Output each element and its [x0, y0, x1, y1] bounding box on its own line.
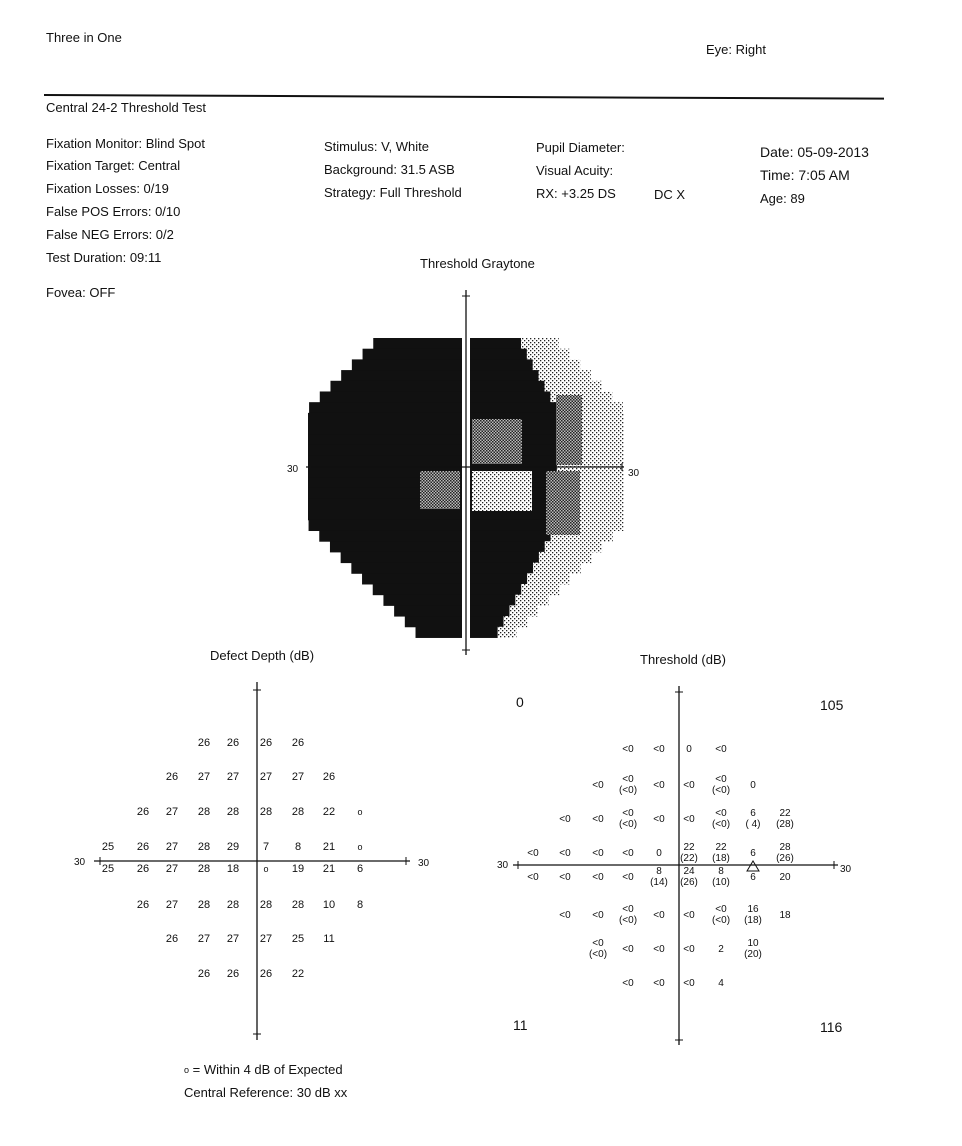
- threshold-repeat-value: (<0): [711, 785, 731, 796]
- defect-value: 26: [259, 737, 273, 749]
- defect-value: 28: [259, 806, 273, 818]
- threshold-repeat-value: (<0): [711, 819, 731, 830]
- threshold-repeat-value: (20): [744, 949, 762, 960]
- strategy: Strategy: Full Threshold: [324, 185, 462, 200]
- test-duration: Test Duration: 09:11: [46, 250, 162, 265]
- fixation-target: Fixation Target: Central: [46, 158, 181, 173]
- defect-value: 18: [226, 863, 240, 875]
- defect-value: 26: [165, 933, 179, 945]
- defect-value: 11: [323, 933, 335, 945]
- threshold-value: <0: [683, 978, 695, 989]
- threshold-value: <0: [715, 774, 727, 785]
- fovea-status: Fovea: OFF: [46, 285, 116, 300]
- threshold-corner-bl: 11: [513, 1017, 528, 1033]
- threshold-value: 24: [683, 866, 695, 877]
- graytone-axis-right: 30: [628, 468, 640, 479]
- threshold-title: Threshold (dB): [640, 652, 726, 667]
- graytone-title: Threshold Graytone: [420, 256, 535, 271]
- threshold-repeat-value: (10): [712, 877, 730, 888]
- defect-value: 26: [136, 899, 150, 911]
- defect-value: o: [263, 864, 269, 874]
- defect-value: 26: [259, 968, 273, 980]
- threshold-value: <0: [592, 848, 604, 859]
- threshold-corner-tr: 105: [820, 697, 844, 713]
- defect-value: 27: [165, 863, 179, 875]
- report-title: Three in One: [46, 30, 122, 45]
- threshold-repeat-value: (18): [712, 853, 730, 864]
- threshold-value: 22: [779, 808, 791, 819]
- defect-value: 28: [197, 899, 211, 911]
- defect-value: 21: [322, 841, 336, 853]
- defect-value: 26: [291, 737, 305, 749]
- test-name: Central 24-2 Threshold Test: [46, 100, 206, 115]
- threshold-repeat-value: (26): [776, 853, 794, 864]
- defect-value: 26: [197, 737, 211, 749]
- defect-value: 26: [165, 771, 179, 783]
- defect-value: 28: [291, 806, 305, 818]
- test-time: Time: 7:05 AM: [760, 167, 850, 183]
- threshold-value: <0: [622, 944, 634, 955]
- threshold-value: 8: [656, 866, 662, 877]
- threshold-value: <0: [559, 872, 571, 883]
- threshold-value: 16: [747, 904, 759, 915]
- defect-value: 25: [101, 863, 115, 875]
- defect-value: 26: [322, 771, 336, 783]
- threshold-value: <0: [622, 848, 634, 859]
- threshold-value: 8: [718, 866, 724, 877]
- threshold-value: <0: [653, 944, 665, 955]
- defect-value: 27: [259, 933, 273, 945]
- threshold-value: 22: [715, 842, 727, 853]
- threshold-value: <0: [653, 910, 665, 921]
- test-date: Date: 05-09-2013: [760, 144, 869, 160]
- threshold-value: <0: [683, 944, 695, 955]
- fixation-losses: Fixation Losses: 0/19: [46, 181, 169, 196]
- threshold-repeat-value: (18): [744, 915, 762, 926]
- defect-value: 27: [226, 771, 240, 783]
- threshold-value: <0: [559, 910, 571, 921]
- threshold-value: <0: [622, 774, 634, 785]
- defect-value: o: [357, 807, 363, 817]
- threshold-value: <0: [592, 872, 604, 883]
- threshold-corner-br: 116: [820, 1019, 843, 1035]
- defect-value: 25: [101, 841, 115, 853]
- threshold-value: <0: [653, 744, 665, 755]
- threshold-value: <0: [592, 780, 604, 791]
- rx: RX: +3.25 DS: [536, 186, 616, 201]
- defect-value: 27: [226, 933, 240, 945]
- threshold-value: 6: [750, 808, 756, 819]
- threshold-repeat-value: (28): [776, 819, 794, 830]
- threshold-value: <0: [715, 904, 727, 915]
- threshold-value: 2: [718, 944, 724, 955]
- threshold-value: <0: [683, 780, 695, 791]
- defect-value: 27: [165, 806, 179, 818]
- defect-value: 8: [356, 899, 364, 911]
- defect-value: 28: [291, 899, 305, 911]
- legend-symbol: o: [184, 1065, 190, 1076]
- patient-age: Age: 89: [760, 191, 805, 206]
- threshold-repeat-value: (26): [680, 877, 698, 888]
- false-neg-errors: False NEG Errors: 0/2: [46, 227, 174, 242]
- graytone-axis-left: 30: [287, 464, 299, 475]
- defect-value: o: [357, 842, 363, 852]
- threshold-value: <0: [527, 872, 539, 883]
- threshold-value: 0: [750, 780, 756, 791]
- threshold-repeat-value: (<0): [618, 819, 638, 830]
- threshold-value: <0: [592, 938, 604, 949]
- threshold-value: <0: [622, 872, 634, 883]
- threshold-value: <0: [592, 814, 604, 825]
- threshold-repeat-value: (<0): [618, 785, 638, 796]
- threshold-value: 20: [779, 872, 791, 883]
- threshold-value: <0: [559, 814, 571, 825]
- dc: DC X: [654, 187, 686, 202]
- defect-value: 26: [136, 863, 150, 875]
- defect-value: 19: [291, 863, 305, 875]
- defect-axis-left: 30: [74, 857, 86, 868]
- threshold-value: <0: [622, 904, 634, 915]
- threshold-value: <0: [622, 744, 634, 755]
- threshold-value: <0: [653, 780, 665, 791]
- threshold-value: <0: [559, 848, 571, 859]
- threshold-value: 28: [779, 842, 791, 853]
- defect-value: 28: [197, 863, 211, 875]
- threshold-axis-right: 30: [840, 864, 852, 875]
- defect-value: 22: [291, 968, 305, 980]
- defect-value: 26: [136, 841, 150, 853]
- defect-value: 29: [226, 841, 240, 853]
- defect-value: 7: [262, 841, 270, 853]
- defect-value: 10: [322, 899, 336, 911]
- defect-value: 28: [197, 806, 211, 818]
- background: Background: 31.5 ASB: [324, 162, 455, 177]
- threshold-axis-left: 30: [497, 860, 509, 871]
- defect-value: 28: [226, 806, 240, 818]
- threshold-value: <0: [622, 978, 634, 989]
- legend-text: = Within 4 dB of Expected: [192, 1062, 343, 1077]
- threshold-value: <0: [622, 808, 634, 819]
- visual-acuity: Visual Acuity:: [536, 163, 614, 178]
- threshold-value: 6: [750, 872, 756, 883]
- defect-value: 28: [197, 841, 211, 853]
- fixation-monitor: Fixation Monitor: Blind Spot: [46, 136, 205, 151]
- defect-value: 27: [259, 771, 273, 783]
- defect-value: 27: [291, 771, 305, 783]
- threshold-repeat-value: (<0): [618, 915, 638, 926]
- threshold-value: <0: [715, 808, 727, 819]
- threshold-repeat-value: (<0): [711, 915, 731, 926]
- defect-value: 27: [165, 899, 179, 911]
- defect-value: 6: [356, 863, 364, 875]
- stimulus: Stimulus: V, White: [324, 139, 430, 154]
- defect-value: 27: [197, 933, 211, 945]
- threshold-value: <0: [527, 848, 539, 859]
- defect-value: 28: [226, 899, 240, 911]
- defect-value: 22: [322, 806, 336, 818]
- defect-value: 27: [197, 771, 211, 783]
- defect-value: 26: [197, 968, 211, 980]
- threshold-corner-tl: 0: [516, 694, 524, 710]
- eye-label: Eye: Right: [706, 42, 766, 57]
- false-pos-errors: False POS Errors: 0/10: [46, 204, 181, 219]
- threshold-value: <0: [592, 910, 604, 921]
- threshold-value: <0: [653, 814, 665, 825]
- threshold-repeat-value: ( 4): [745, 819, 761, 830]
- pupil-diameter: Pupil Diameter:: [536, 140, 625, 155]
- defect-value: 25: [291, 933, 305, 945]
- defect-depth-title: Defect Depth (dB): [210, 648, 315, 663]
- defect-value: 26: [136, 806, 150, 818]
- threshold-value: 4: [718, 978, 724, 989]
- threshold-repeat-value: (<0): [588, 949, 608, 960]
- threshold-value: 0: [686, 744, 692, 755]
- defect-axis-right: 30: [418, 858, 430, 869]
- threshold-repeat-value: (14): [650, 877, 668, 888]
- threshold-value: 6: [750, 848, 756, 859]
- defect-value: 28: [259, 899, 273, 911]
- threshold-value: 0: [656, 848, 662, 859]
- threshold-value: 10: [747, 938, 759, 949]
- defect-value: 26: [226, 737, 240, 749]
- threshold-value: 22: [683, 842, 695, 853]
- threshold-value: <0: [683, 814, 695, 825]
- defect-value: 21: [322, 863, 336, 875]
- defect-value: 8: [294, 841, 302, 853]
- central-reference: Central Reference: 30 dB xx: [184, 1085, 348, 1100]
- blind-spot-triangle: [747, 861, 759, 871]
- threshold-value: <0: [683, 910, 695, 921]
- threshold-value: <0: [715, 744, 727, 755]
- threshold-value: <0: [653, 978, 665, 989]
- defect-value: 26: [226, 968, 240, 980]
- threshold-value: 18: [779, 910, 791, 921]
- defect-value: 27: [165, 841, 179, 853]
- threshold-repeat-value: (22): [680, 853, 698, 864]
